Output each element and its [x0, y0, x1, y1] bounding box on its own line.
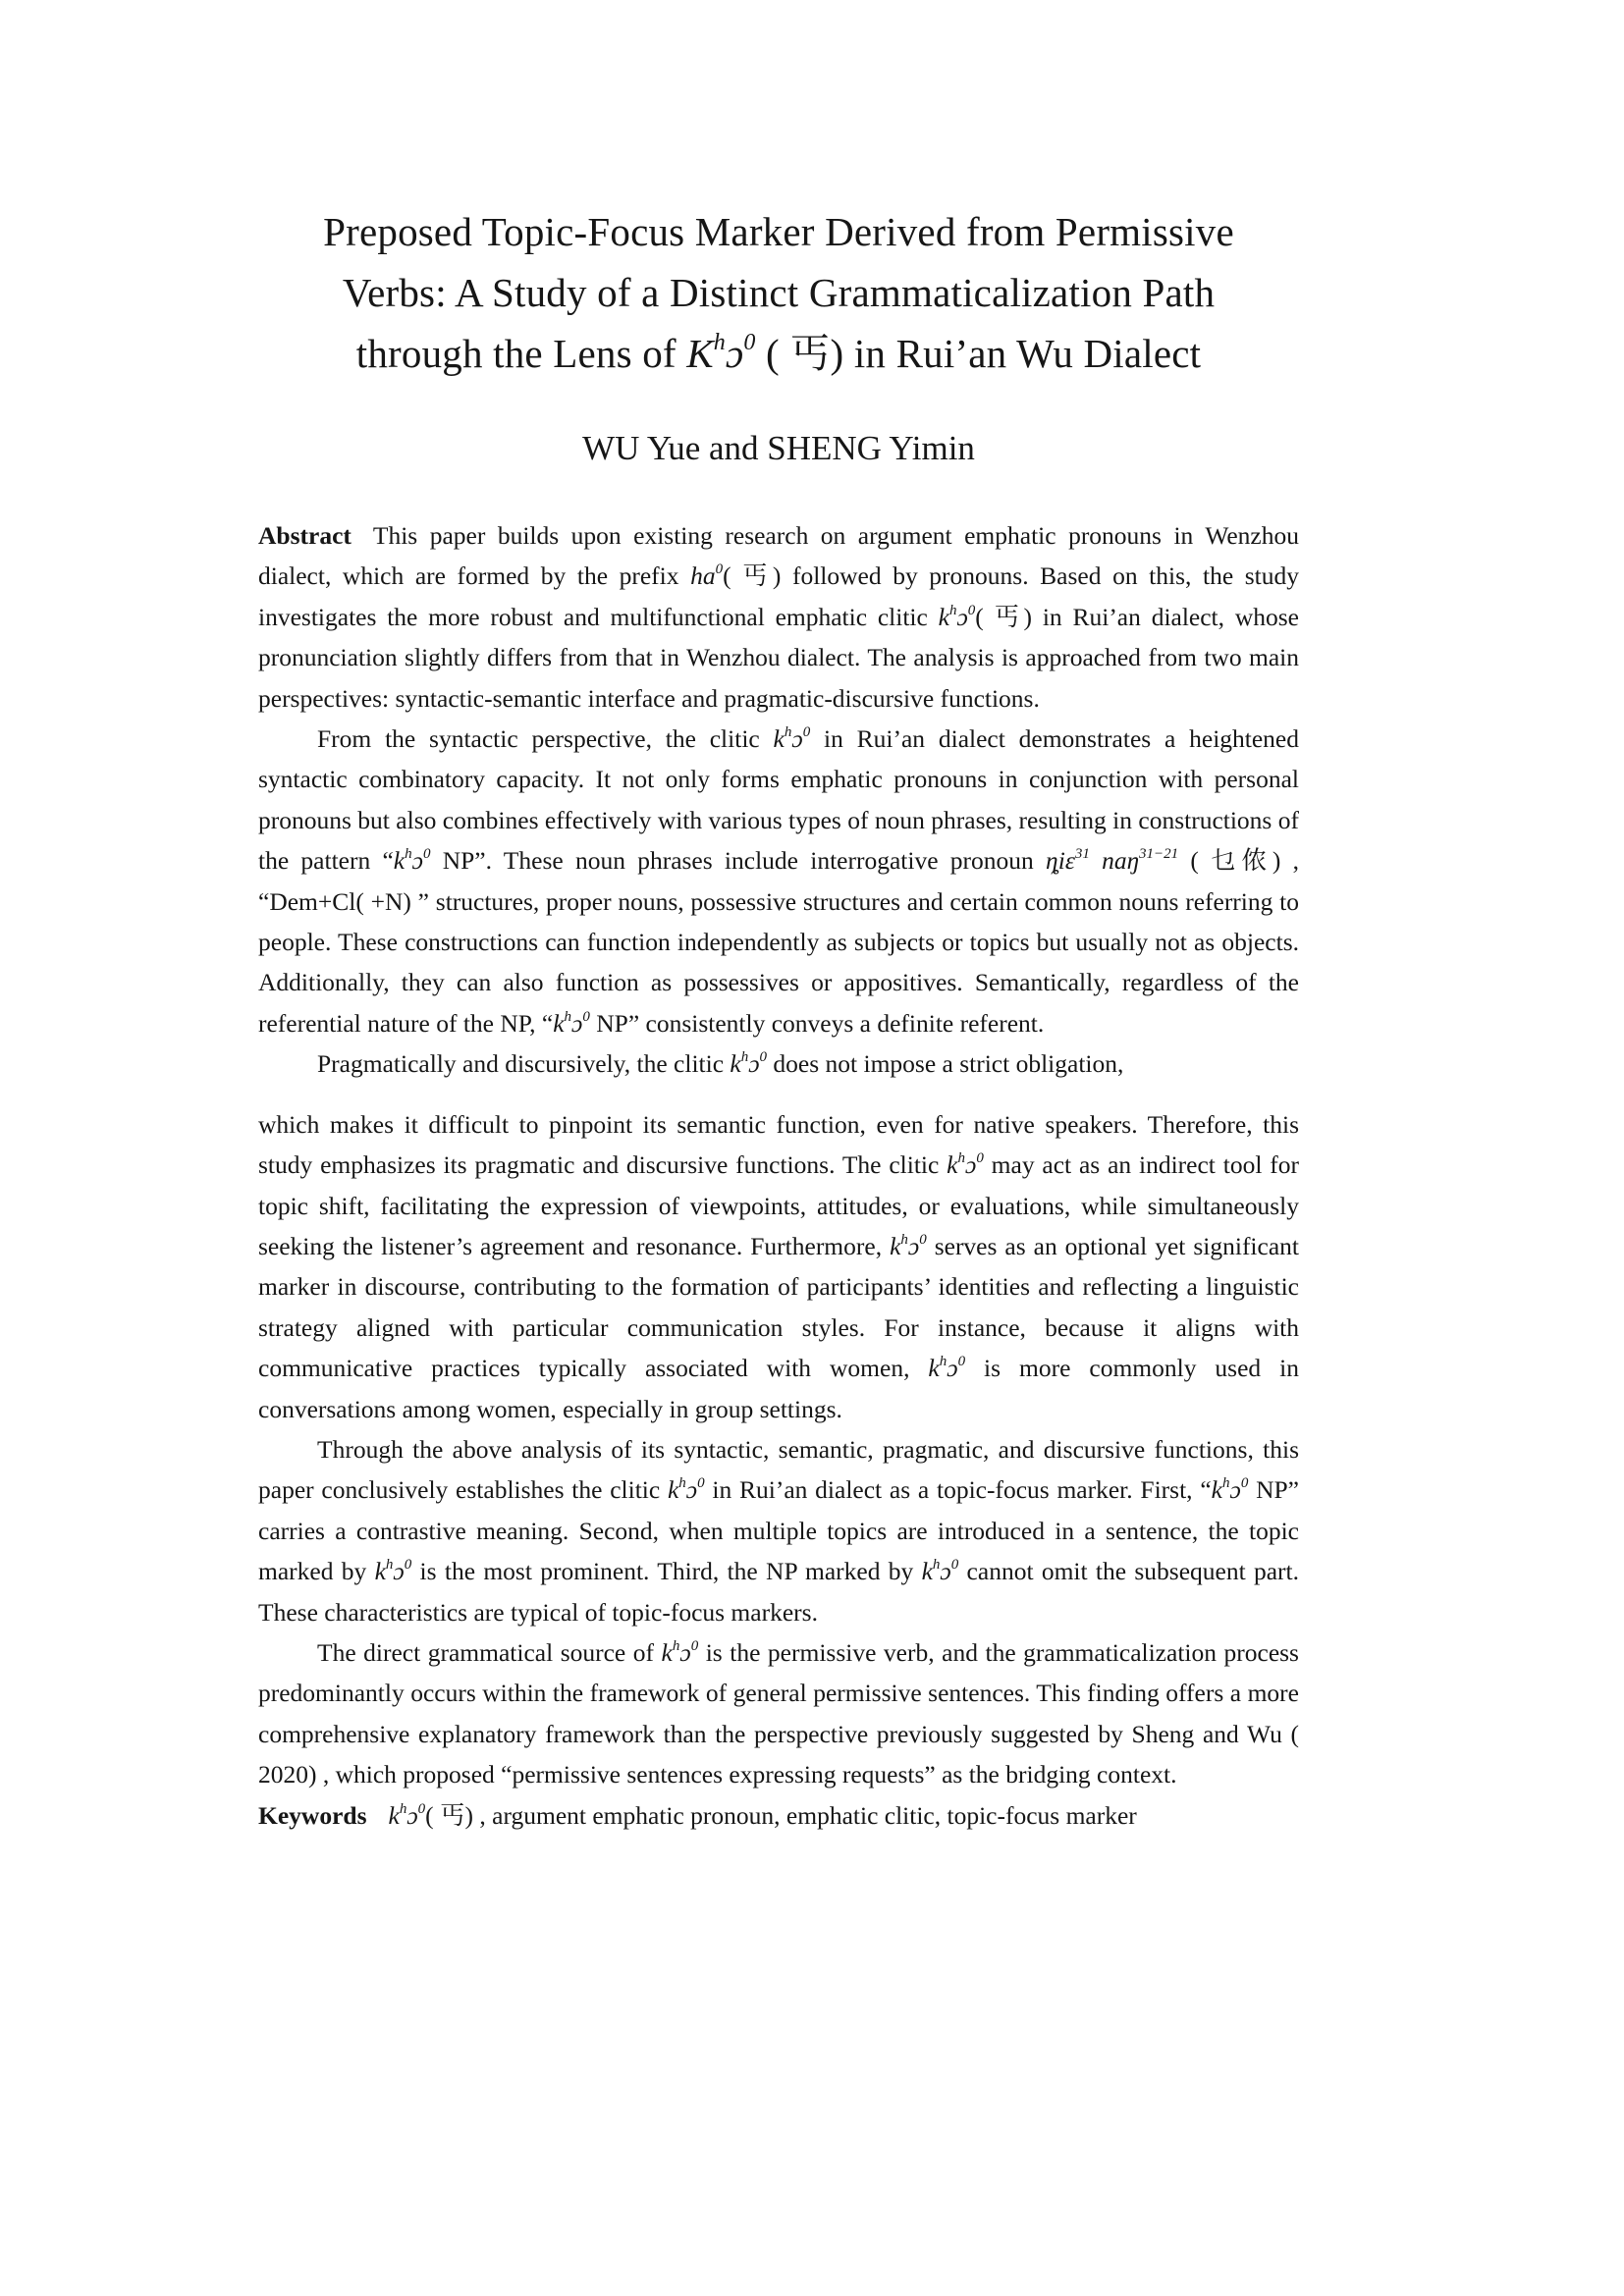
aspiration: h [564, 1008, 572, 1025]
ipa-term: ɔ [748, 1049, 760, 1079]
tone: 0 [404, 1557, 412, 1574]
ipa-term: k [388, 1800, 400, 1830]
aspiration: h [784, 724, 792, 741]
abstract-text: NP”. These noun phrases include interrogative pronoun [430, 846, 1047, 876]
abstract-text: serves as an optional yet significant marker in discourse, contributing to the formation of participants’ identities and reflecting a linguistic strategy aligned with particular communication styles. For instance, because it aligns with communicative practices typically associated with women, [258, 1231, 1299, 1383]
aspiration: h [405, 846, 412, 863]
keywords-label: Keywords [258, 1800, 367, 1830]
title-line-1: Preposed Topic-Focus Marker Derived from Permissive [323, 209, 1234, 254]
abstract-text: ( 丐) in Rui’an dialect, whose pronunciation slightly differs from that in Wenzhou dialect. The analysis is approached from two main perspectives: syntactic-semantic interface and pragmatic-discursive functions. [258, 602, 1299, 713]
title-line-3-end: in Rui’an Wu Dialect [853, 331, 1202, 376]
abstract-text: NP” consistently conveys a definite referent. [589, 1008, 1045, 1038]
abstract-paragraph-3-start [258, 1043, 1299, 1084]
abstract-text: Through the above analysis of its syntactic, semantic, pragmatic, and discursive functions, this paper conclusively establishes the clitic [258, 1434, 1299, 1505]
ipa-term: k [374, 1557, 386, 1586]
tone: 0 [759, 1049, 768, 1066]
abstract-text: Pragmatically and discursively, the clitic [317, 1049, 731, 1079]
tone: 0 [690, 1637, 699, 1654]
ipa-term: k [921, 1557, 933, 1586]
abstract-text: ( 丐) followed by pronouns. Based on this, the study investigates the more robust and multifunctional emphatic clitic [258, 561, 1299, 631]
tone: 0 [697, 1475, 705, 1492]
aspiration: h [932, 1557, 941, 1574]
ipa-term: ɔ [685, 1475, 698, 1505]
ipa-term: k [928, 1354, 940, 1383]
title-line-3 [258, 323, 1299, 384]
tone: 0 [976, 1150, 984, 1167]
ipa-term: k [890, 1231, 901, 1260]
tone: 0 [950, 1557, 959, 1574]
abstract-text: in Rui’an dialect demonstrates a heightened syntactic combinatory capacity. It not only forms emphatic pronouns in conjunction with personal pronouns but also combines effectively with various types of noun phrases, resulting in constructions of the pattern “ [258, 724, 1299, 876]
tone: 31−21 [1138, 846, 1179, 863]
abstract [258, 515, 1299, 1795]
ipa-term: k [947, 1150, 958, 1180]
keywords [258, 1795, 1299, 1836]
ipa-term: ȵiɛ [1046, 846, 1075, 876]
abstract-text: ( 乜侬) , “Dem+Cl( +N) ” structures, proper nouns, possessive structures and certain common nouns referring to people. These constructions can function independently as subjects or topics but usually not as objects. Additionally, they can also function as possessives or appositives. Semantically, regardless of the referential nature of the NP, “ [258, 846, 1300, 1038]
aspiration: h [678, 1475, 686, 1492]
ipa-term: ɔ [571, 1008, 583, 1038]
tone: 0 [967, 602, 976, 618]
aspiration: h [740, 1049, 749, 1066]
abstract-paragraph-1 [258, 515, 1299, 719]
ipa-term: ɔ [947, 1354, 958, 1383]
abstract-paragraph-4 [258, 1429, 1299, 1632]
abstract-text: in Rui’an dialect as a topic-focus marker. First, “ [704, 1475, 1212, 1505]
ipa-term: k [773, 724, 785, 754]
ipa-term: ɔ [907, 1231, 920, 1260]
abstract-text: NP” carries a contrastive meaning. Second, when multiple topics are introduced in a sentence, the topic marked by [258, 1475, 1299, 1586]
abstract-paragraph-3-continued [258, 1104, 1299, 1429]
abstract-text: which makes it difficult to pinpoint its semantic function, even for native speakers. Therefore, this study emphasizes its pragmatic and discursive functions. The clitic [258, 1109, 1299, 1180]
ipa-term: ɔ [406, 1800, 418, 1830]
ipa-term: k [661, 1637, 673, 1667]
aspiration: h [399, 1800, 407, 1817]
ipa-term: k [730, 1049, 741, 1079]
title-term-vowel: ɔ [725, 331, 744, 376]
title-term-letter: K [686, 331, 714, 376]
abstract-text: may act as an indirect tool for topic shift, facilitating the expression of viewpoints, attitudes, or evaluations, while simultaneously seeking the listener’s agreement and resonance. Furthermore, [258, 1150, 1299, 1260]
title-line-3-text: through the Lens of [355, 331, 687, 376]
title-term-han: ( 丐) [755, 331, 854, 376]
ipa-term: ɔ [791, 724, 803, 754]
ipa-term: ɔ [964, 1150, 977, 1180]
ipa-term: naŋ [1089, 846, 1139, 876]
abstract-label: Abstract [258, 521, 352, 550]
tone: 31 [1074, 846, 1090, 863]
ipa-term: ɔ [956, 602, 968, 631]
tone: 0 [957, 1354, 966, 1370]
tone: 0 [715, 561, 724, 578]
tone: 0 [422, 846, 431, 863]
ipa-term: ɔ [1229, 1475, 1241, 1505]
aspiration: h [1221, 1475, 1230, 1492]
aspiration: h [900, 1231, 908, 1248]
aspiration: h [957, 1150, 965, 1167]
aspiration: h [948, 602, 957, 618]
ipa-term: k [553, 1008, 565, 1038]
ipa-term: ɔ [411, 846, 423, 876]
abstract-text: The direct grammatical source of [317, 1637, 662, 1667]
abstract-text: is the most prominent. Third, the NP marked by [411, 1557, 922, 1586]
title-term-aspiration: h [713, 330, 726, 355]
tone: 0 [919, 1231, 927, 1248]
tone: 0 [417, 1800, 426, 1817]
aspiration: h [939, 1354, 947, 1370]
ipa-term: k [393, 846, 406, 876]
authors: WU Yue and SHENG Yimin [582, 429, 975, 467]
abstract-text: From the syntactic perspective, the clitic [317, 724, 774, 754]
ipa-term: k [1211, 1475, 1222, 1505]
ipa-term: ɔ [393, 1557, 405, 1586]
abstract-paragraph-2 [258, 719, 1299, 1043]
ipa-term: ɔ [679, 1637, 691, 1667]
ipa-term: ha [690, 561, 716, 591]
tone: 0 [802, 724, 811, 741]
tone: 0 [1240, 1475, 1249, 1492]
abstract-text: is more commonly used in conversations among women, especially in group settings. [258, 1354, 1299, 1423]
abstract-paragraph-5 [258, 1632, 1299, 1795]
title-term-tone: 0 [743, 330, 756, 355]
abstract-text: does not impose a strict obligation, [767, 1049, 1124, 1079]
ipa-term: ɔ [940, 1557, 951, 1586]
tone: 0 [582, 1008, 590, 1025]
ipa-term: k [938, 602, 949, 631]
abstract-text: is the permissive verb, and the grammaticalization process predominantly occurs within the framework of general permissive sentences. This finding offers a more comprehensive explanatory framework than the perspective previously suggested by Sheng and Wu ( 2020) , which proposed “permissive sentences expressing requests” as the bridging context. [258, 1637, 1299, 1789]
aspiration: h [672, 1637, 680, 1654]
keywords-list: ( 丐) , argument emphatic pronoun, emphatic clitic, topic-focus marker [425, 1800, 1137, 1830]
paper-page [258, 201, 1299, 1836]
aspiration: h [385, 1557, 394, 1574]
paper-title [258, 201, 1299, 384]
ipa-term: k [667, 1475, 679, 1505]
title-line-2: Verbs: A Study of a Distinct Grammaticalization Path [342, 270, 1216, 315]
abstract-text: cannot omit the subsequent part. These characteristics are typical of topic-focus markers. [258, 1557, 1300, 1627]
abstract-text: This paper builds upon existing research on argument emphatic pronouns in Wenzhou dialect, which are formed by the prefix [258, 521, 1299, 591]
